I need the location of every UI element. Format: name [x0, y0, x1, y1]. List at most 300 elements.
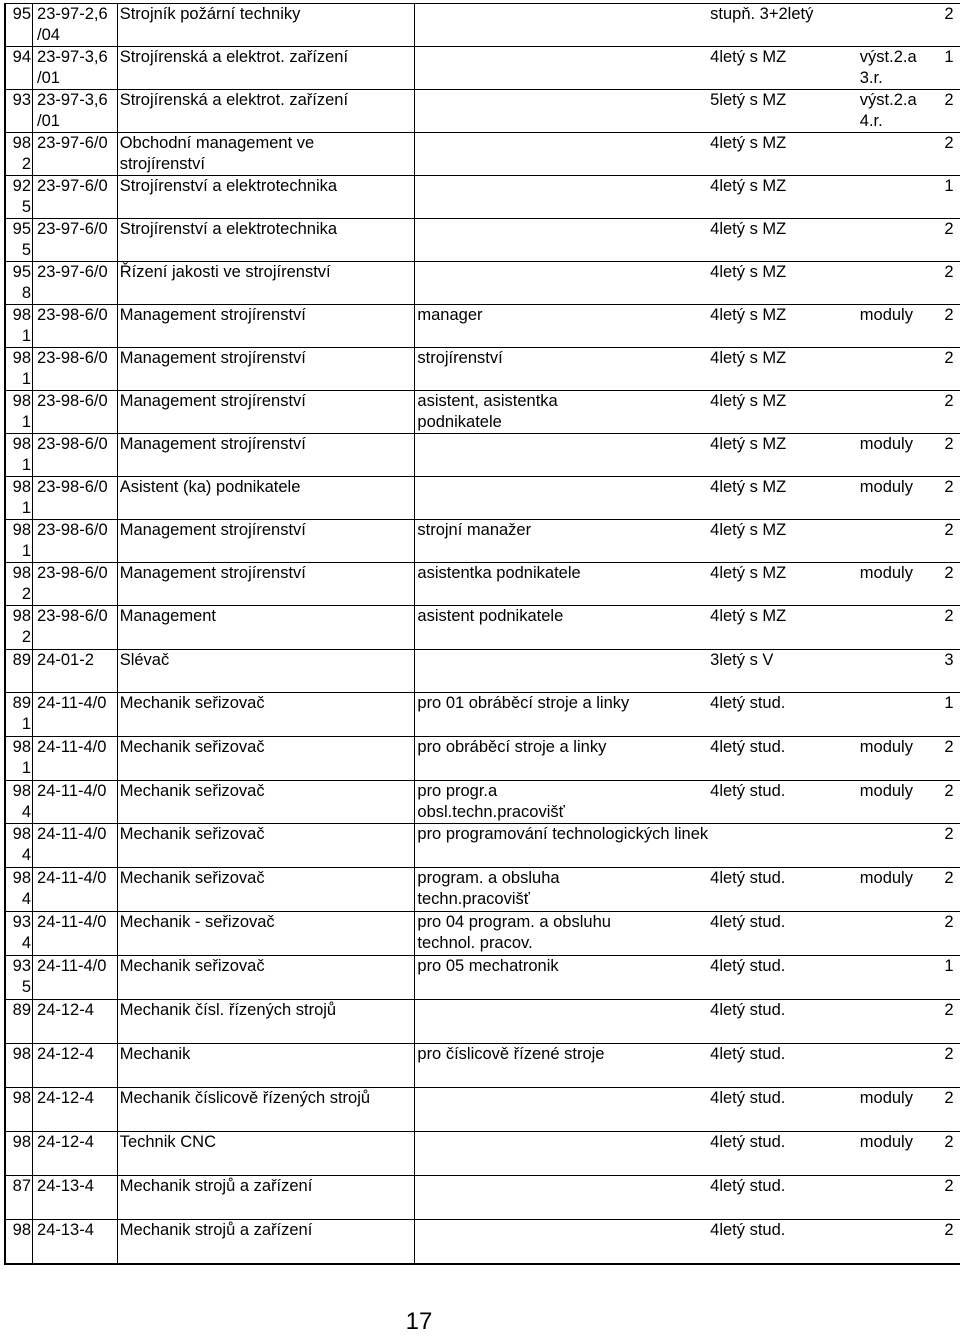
- row-note: [858, 1044, 943, 1088]
- row-last-line: 2: [944, 521, 954, 539]
- row-code-line: [37, 283, 117, 304]
- row-note-line: [860, 758, 943, 779]
- row-last: [942, 477, 960, 520]
- row-name-line: Mechanik seřizovač: [119, 825, 265, 843]
- row-specialization: [415, 693, 708, 737]
- row-number: [5, 391, 33, 434]
- table-row: [5, 737, 960, 781]
- row-specialization: [415, 1132, 708, 1176]
- row-note-line: [860, 262, 943, 283]
- row-number: [5, 348, 33, 391]
- table-row: [5, 868, 960, 912]
- row-number-line: 98: [12, 564, 32, 582]
- row-number-line: 98: [12, 607, 32, 625]
- row-note-line: 3.r.: [859, 69, 883, 87]
- row-name: [117, 4, 415, 47]
- row-name-line: Řízení jakosti ve strojírenství: [119, 263, 331, 281]
- row-type: [708, 606, 858, 650]
- row-code-line: [37, 758, 117, 779]
- row-name: [117, 1000, 415, 1044]
- row-name-line: Slévač: [119, 651, 170, 669]
- row-last: [942, 650, 960, 693]
- row-type-line: 4letý s MZ: [710, 435, 787, 453]
- row-last-line: 2: [944, 869, 954, 887]
- table-row: [5, 391, 960, 434]
- row-note-line: 4.r.: [859, 112, 883, 130]
- row-specialization: [415, 176, 708, 219]
- row-last: [942, 1176, 960, 1220]
- row-code-line: [37, 369, 117, 390]
- row-specialization-line: program. a obsluha: [417, 869, 560, 887]
- row-note-line: [860, 4, 943, 25]
- row-last-line: 2: [944, 306, 954, 324]
- row-note-line: [860, 1021, 943, 1042]
- row-specialization-line: [417, 219, 708, 240]
- row-type-line: stupň. 3+2letý: [710, 5, 814, 23]
- row-note-line: [860, 520, 943, 541]
- row-specialization-line: pro 05 mechatronik: [417, 957, 559, 975]
- row-code-line: 23-97-3,6: [37, 48, 108, 66]
- row-note: [858, 1176, 943, 1220]
- row-note: [858, 305, 943, 348]
- row-name: [117, 477, 415, 520]
- row-note-line: [860, 1176, 943, 1197]
- row-specialization-line: [417, 4, 708, 25]
- row-code-line: [37, 933, 117, 954]
- table-row: [5, 4, 960, 47]
- row-last: [942, 1000, 960, 1044]
- row-number: [5, 563, 33, 606]
- row-specialization: [415, 434, 708, 477]
- row-code-line: [37, 1109, 117, 1130]
- row-last: [942, 434, 960, 477]
- row-type-line: 4letý s MZ: [710, 349, 787, 367]
- row-type: [708, 348, 858, 391]
- row-specialization-line: asistent, asistentka: [417, 392, 558, 410]
- row-note-line: [860, 219, 943, 240]
- row-number-line: 1: [21, 542, 32, 560]
- row-number: [5, 47, 33, 90]
- table-row: [5, 824, 960, 868]
- row-type: [708, 391, 858, 434]
- row-name: [117, 824, 415, 868]
- row-last: [942, 4, 960, 47]
- table-body: [5, 4, 960, 1265]
- table-row: [5, 348, 960, 391]
- row-note: [858, 4, 943, 47]
- row-specialization: [415, 563, 708, 606]
- row-note-line: [860, 1044, 943, 1065]
- row-type-line: 4letý s MZ: [710, 607, 787, 625]
- row-last-line: 1: [944, 957, 954, 975]
- row-note-line: [860, 1241, 943, 1262]
- row-type: [708, 824, 858, 868]
- row-number: [5, 693, 33, 737]
- row-code-line: 24-11-4/0: [37, 694, 107, 712]
- row-type: [708, 47, 858, 90]
- row-code: [33, 305, 118, 348]
- row-note: [858, 824, 943, 868]
- row-number-line: 95: [12, 220, 32, 238]
- row-type: [708, 176, 858, 219]
- row-number-line: 5: [21, 978, 32, 996]
- row-number-line: 2: [21, 155, 32, 173]
- row-name-line: Management strojírenství: [119, 392, 306, 410]
- row-type-line: 4letý stud.: [710, 1045, 786, 1063]
- row-number: [5, 434, 33, 477]
- row-specialization-line: strojní manažer: [417, 521, 532, 539]
- row-name-line: Mechanik - seřizovač: [119, 913, 275, 931]
- row-code: [33, 563, 118, 606]
- row-number-line: 4: [21, 846, 32, 864]
- row-last: [942, 956, 960, 1000]
- row-number: [5, 90, 33, 133]
- table-row: [5, 133, 960, 176]
- row-last: [942, 219, 960, 262]
- row-note-line: [860, 25, 943, 46]
- row-number: [5, 262, 33, 305]
- row-type-line: 4letý stud.: [710, 738, 786, 756]
- row-number: [5, 305, 33, 348]
- row-note: [858, 176, 943, 219]
- row-code-line: 23-98-6/0: [37, 478, 108, 496]
- row-type-line: 4letý stud.: [710, 1133, 786, 1151]
- row-number-line: 98: [12, 134, 32, 152]
- row-last-line: 2: [944, 1221, 954, 1239]
- row-name-line: Technik CNC: [119, 1133, 216, 1151]
- row-last: [942, 1220, 960, 1265]
- table-row: [5, 912, 960, 956]
- row-last: [942, 912, 960, 956]
- row-name: [117, 912, 415, 956]
- row-type-line: 4letý stud.: [710, 694, 786, 712]
- row-type-line: 4letý stud.: [710, 782, 786, 800]
- row-note: [858, 650, 943, 693]
- row-code-line: [37, 455, 117, 476]
- row-note-line: moduly: [859, 478, 913, 496]
- row-code: [33, 391, 118, 434]
- row-type: [708, 737, 858, 781]
- row-note: [858, 133, 943, 176]
- row-code-line: [37, 889, 117, 910]
- row-note: [858, 1000, 943, 1044]
- row-type-line: 4letý stud.: [710, 913, 786, 931]
- row-specialization-line: [417, 1088, 708, 1109]
- row-note-line: [860, 133, 943, 154]
- row-type-line: 4letý s MZ: [710, 306, 787, 324]
- row-code-line: [37, 977, 117, 998]
- row-note-line: výst.2.a: [859, 48, 917, 66]
- row-type-line: 4letý s MZ: [710, 263, 787, 281]
- row-code: [33, 781, 118, 824]
- row-name-line: Mechanik strojů a zařízení: [119, 1177, 313, 1195]
- row-code-line: [37, 541, 117, 562]
- row-specialization-line: technol. pracov.: [417, 934, 533, 952]
- row-note-line: [860, 1220, 943, 1241]
- row-code-line: [37, 845, 117, 866]
- row-specialization-line: [417, 477, 708, 498]
- row-name-line: Mechanik čísl. řízených strojů: [119, 1001, 337, 1019]
- row-name: [117, 1044, 415, 1088]
- row-type-line: 4letý s MZ: [710, 392, 787, 410]
- row-last-line: 2: [944, 607, 954, 625]
- row-name: [117, 868, 415, 912]
- row-note-line: [860, 889, 943, 910]
- row-last-line: 1: [944, 694, 954, 712]
- row-specialization-line: pro číslicově řízené stroje: [417, 1045, 605, 1063]
- row-note-line: [860, 714, 943, 735]
- row-last-line: 2: [944, 738, 954, 756]
- row-note: [858, 563, 943, 606]
- row-note-line: [860, 627, 943, 648]
- row-code: [33, 47, 118, 90]
- row-type-line: 4letý s MZ: [710, 177, 787, 195]
- row-note-line: [860, 154, 943, 175]
- row-specialization: [415, 133, 708, 176]
- row-name-line: Strojník požární techniky: [119, 5, 301, 23]
- row-number: [5, 737, 33, 781]
- row-last-line: 2: [944, 1045, 954, 1063]
- row-specialization-line: [417, 133, 708, 154]
- row-type-line: 4letý stud.: [710, 1221, 786, 1239]
- row-note: [858, 262, 943, 305]
- row-specialization: [415, 868, 708, 912]
- row-code-line: 24-13-4: [37, 1177, 94, 1195]
- row-last: [942, 781, 960, 824]
- row-code: [33, 4, 118, 47]
- row-number-line: [6, 1065, 31, 1086]
- row-last-line: 2: [944, 1177, 954, 1195]
- row-number-line: 98: [12, 782, 32, 800]
- row-number-line: 87: [12, 1177, 32, 1195]
- row-number: [5, 219, 33, 262]
- row-note: [858, 1220, 943, 1265]
- row-note-line: [860, 1153, 943, 1174]
- row-type-line: 4letý s MZ: [710, 220, 787, 238]
- row-note-line: [860, 912, 943, 933]
- row-note-line: [860, 671, 943, 692]
- row-specialization: [415, 1176, 708, 1220]
- page-number: 17: [405, 1308, 433, 1335]
- row-name-line: Mechanik seřizovač: [119, 782, 265, 800]
- row-specialization-line: [417, 47, 708, 68]
- table-row: [5, 1044, 960, 1088]
- row-name: [117, 176, 415, 219]
- row-note-line: výst.2.a: [859, 91, 917, 109]
- row-number-line: 2: [21, 628, 32, 646]
- row-code-line: [37, 584, 117, 605]
- row-code-line: /01: [37, 112, 60, 130]
- row-name-line: Management strojírenství: [119, 564, 306, 582]
- row-type: [708, 305, 858, 348]
- row-number-line: 1: [21, 499, 32, 517]
- row-type-line: 3letý s V: [710, 651, 774, 669]
- row-note-line: moduly: [859, 306, 913, 324]
- row-note-line: [860, 650, 943, 671]
- row-code: [33, 219, 118, 262]
- row-code-line: 24-12-4: [37, 1001, 94, 1019]
- row-type: [708, 434, 858, 477]
- row-note-line: [860, 802, 943, 823]
- row-last-line: 2: [944, 134, 954, 152]
- row-name: [117, 434, 415, 477]
- table-row: [5, 563, 960, 606]
- row-number-line: 93: [12, 913, 32, 931]
- row-number-line: 1: [21, 456, 32, 474]
- row-number-line: 5: [21, 198, 32, 216]
- row-name-line: Management strojírenství: [119, 521, 306, 539]
- row-code-line: [37, 240, 117, 261]
- row-specialization: [415, 219, 708, 262]
- row-number-line: 5: [21, 241, 32, 259]
- row-name: [117, 219, 415, 262]
- row-last: [942, 348, 960, 391]
- row-name-line: Strojírenství a elektrotechnika: [119, 177, 338, 195]
- row-code-line: 24-11-4/0: [37, 869, 107, 887]
- table-row: [5, 477, 960, 520]
- row-code: [33, 912, 118, 956]
- row-specialization: [415, 824, 708, 868]
- row-specialization-line: [417, 1176, 708, 1197]
- row-last-line: 2: [944, 782, 954, 800]
- row-number: [5, 1044, 33, 1088]
- row-specialization: [415, 262, 708, 305]
- row-code: [33, 90, 118, 133]
- table-row: [5, 176, 960, 219]
- row-type: [708, 563, 858, 606]
- row-last-line: 1: [944, 177, 954, 195]
- row-code-line: 23-97-6/0: [37, 220, 108, 238]
- row-code-line: 24-12-4: [37, 1089, 94, 1107]
- row-code-line: 23-97-6/0: [37, 177, 108, 195]
- row-number-line: [6, 25, 31, 46]
- row-note-line: [860, 933, 943, 954]
- row-code-line: 23-98-6/0: [37, 392, 108, 410]
- table-row: [5, 693, 960, 737]
- row-number-line: 1: [21, 759, 32, 777]
- table-row: [5, 90, 960, 133]
- table-row: [5, 434, 960, 477]
- row-number-line: 94: [12, 48, 32, 66]
- row-code-line: /04: [37, 26, 60, 44]
- row-number-line: [6, 1197, 31, 1218]
- row-code-line: 23-97-2,6: [37, 5, 108, 23]
- row-specialization-line: pro progr.a: [417, 782, 498, 800]
- row-number-line: 92: [12, 177, 32, 195]
- row-note-line: [860, 845, 943, 866]
- row-last-line: 3: [944, 651, 954, 669]
- row-number: [5, 4, 33, 47]
- row-specialization-line: techn.pracovišť: [417, 890, 530, 908]
- row-code-line: [37, 1197, 117, 1218]
- row-number-line: 4: [21, 803, 32, 821]
- row-code-line: [37, 154, 117, 175]
- row-number-line: 93: [12, 957, 32, 975]
- row-note-line: [860, 240, 943, 261]
- row-number-line: 98: [12, 1133, 32, 1151]
- row-note-line: [860, 1109, 943, 1130]
- row-number-line: [6, 1109, 31, 1130]
- row-number-line: [6, 1153, 31, 1174]
- row-number-line: [6, 1021, 31, 1042]
- row-name-line: Asistent (ka) podnikatele: [119, 478, 301, 496]
- row-number-line: 4: [21, 934, 32, 952]
- row-specialization: [415, 520, 708, 563]
- row-note: [858, 477, 943, 520]
- row-code-line: [37, 802, 117, 823]
- row-code: [33, 520, 118, 563]
- row-number-line: 98: [12, 1221, 32, 1239]
- row-note-line: [860, 348, 943, 369]
- row-code: [33, 477, 118, 520]
- row-note-line: [860, 369, 943, 390]
- row-code: [33, 606, 118, 650]
- row-code-line: 23-98-6/0: [37, 607, 108, 625]
- row-name: [117, 348, 415, 391]
- row-note: [858, 868, 943, 912]
- row-code-line: [37, 1153, 117, 1174]
- row-note: [858, 693, 943, 737]
- row-note-line: moduly: [859, 869, 913, 887]
- row-name: [117, 693, 415, 737]
- row-type: [708, 90, 858, 133]
- row-specialization-line: [417, 1000, 708, 1021]
- row-note-line: [860, 1065, 943, 1086]
- row-code-line: [37, 671, 117, 692]
- row-note-line: [860, 977, 943, 998]
- row-number-line: 1: [21, 715, 32, 733]
- row-name: [117, 650, 415, 693]
- row-specialization: [415, 1088, 708, 1132]
- row-specialization: [415, 956, 708, 1000]
- row-code-line: 24-11-4/0: [37, 738, 107, 756]
- row-number: [5, 1220, 33, 1265]
- row-specialization: [415, 305, 708, 348]
- table-row: [5, 1176, 960, 1220]
- table-row: [5, 520, 960, 563]
- row-code: [33, 956, 118, 1000]
- row-last-line: 2: [944, 1001, 954, 1019]
- row-specialization-line: [417, 262, 708, 283]
- row-last: [942, 1132, 960, 1176]
- row-note: [858, 391, 943, 434]
- row-specialization-line: podnikatele: [417, 413, 502, 431]
- row-code-line: /01: [37, 69, 60, 87]
- row-note: [858, 219, 943, 262]
- row-note: [858, 912, 943, 956]
- row-last-line: 2: [944, 1089, 954, 1107]
- row-last-line: 2: [944, 349, 954, 367]
- row-type: [708, 1088, 858, 1132]
- row-number: [5, 912, 33, 956]
- row-specialization-line: pro 04 program. a obsluhu: [417, 913, 611, 931]
- row-name-line: Management strojírenství: [119, 435, 306, 453]
- row-last: [942, 176, 960, 219]
- row-specialization: [415, 737, 708, 781]
- data-table: [4, 3, 960, 1265]
- row-type: [708, 4, 858, 47]
- row-name-line: Mechanik seřizovač: [119, 694, 265, 712]
- row-number-line: 89: [12, 1001, 32, 1019]
- row-name: [117, 520, 415, 563]
- row-specialization: [415, 90, 708, 133]
- row-specialization: [415, 1220, 708, 1265]
- row-code-line: [37, 412, 117, 433]
- row-type: [708, 650, 858, 693]
- row-note-line: [860, 455, 943, 476]
- row-specialization: [415, 606, 708, 650]
- table-row: [5, 1000, 960, 1044]
